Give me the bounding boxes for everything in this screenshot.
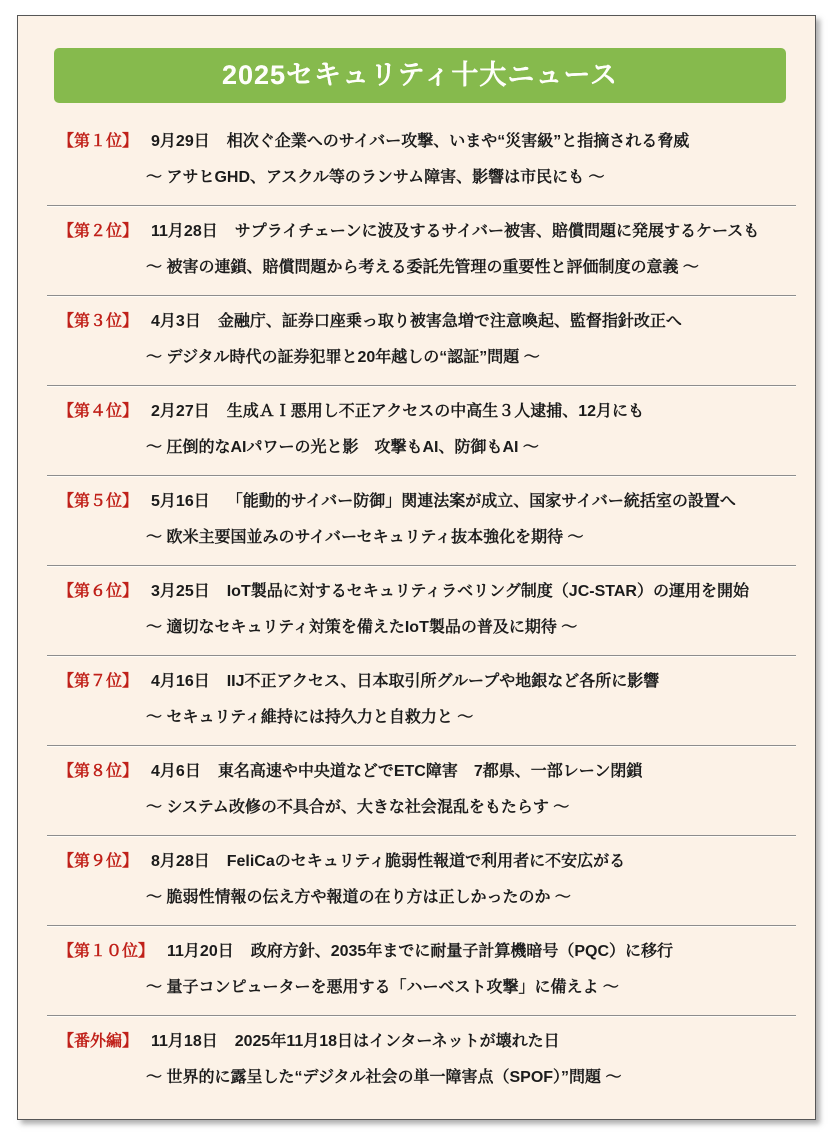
entry-date: 2月27日 <box>151 403 210 420</box>
entry-headline: 2025年11月18日はインターネットが壊れた日 <box>234 1033 560 1050</box>
entry-line1 <box>58 852 797 872</box>
entry-headline: 政府方針、2035年までに耐量子計算機暗号（PQC）に移行 <box>250 943 674 960</box>
entry-line1 <box>58 132 797 152</box>
rank-label: 【第１０位】 <box>58 943 155 960</box>
rank-label: 【第４位】 <box>58 403 139 420</box>
news-entry-3 <box>18 297 815 385</box>
rank-label: 【第２位】 <box>58 223 139 240</box>
entry-headline: 金融庁、証券口座乗っ取り被害急増で注意喚起、監督指針改正へ <box>217 313 682 330</box>
entry-date: 3月25日 <box>151 583 210 600</box>
entry-date: 4月3日 <box>151 313 201 330</box>
entry-subtitle: ～ 脆弱性情報の伝え方や報道の在り方は正しかったのか ～ <box>146 889 571 906</box>
entry-subtitle: ～ セキュリティ維持には持久力と自救力と ～ <box>146 709 474 726</box>
news-entry-1 <box>18 117 815 205</box>
entry-line1 <box>58 402 797 422</box>
news-entry-7 <box>18 657 815 745</box>
entry-subtitle: ～ システム改修の不具合が、大きな社会混乱をもたらす ～ <box>146 799 570 816</box>
rank-label: 【第７位】 <box>58 673 139 690</box>
entry-headline: IoT製品に対するセキュリティラベリング制度（JC-STAR）の運用を開始 <box>226 583 749 600</box>
news-entry-4 <box>18 387 815 475</box>
entry-subtitle: ～ デジタル時代の証券犯罪と20年越しの“認証”問題 ～ <box>146 349 540 366</box>
entry-date: 8月28日 <box>151 853 210 870</box>
entry-headline: 東名高速や中央道などでETC障害 7都県、一部レーン閉鎖 <box>217 763 643 780</box>
rank-label: 【第９位】 <box>58 853 139 870</box>
entry-subtitle: ～ 被害の連鎖、賠償問題から考える委託先管理の重要性と評価制度の意義 ～ <box>146 259 699 276</box>
rank-label: 【番外編】 <box>58 1033 139 1050</box>
news-entry-extra <box>18 1017 815 1105</box>
entry-subtitle: ～ 欧米主要国並みのサイバーセキュリティ抜本強化を期待 ～ <box>146 529 584 546</box>
entry-line1 <box>58 492 797 512</box>
entry-subtitle: ～ 圧倒的なAIパワーの光と影 攻撃もAI、防御もAI ～ <box>146 439 539 456</box>
entry-line1 <box>58 942 797 962</box>
entry-line1 <box>58 582 797 602</box>
page-title: 2025セキュリティ十大ニュース <box>221 60 618 90</box>
entry-headline: サプライチェーンに波及するサイバー被害、賠償問題に発展するケースも <box>234 223 760 240</box>
entry-headline: 生成ＡＩ悪用し不正アクセスの中高生３人逮捕、12月にも <box>226 403 645 420</box>
news-sheet <box>17 15 816 1120</box>
entry-line1 <box>58 762 797 782</box>
entry-subtitle: ～ 量子コンピューターを悪用する「ハーベスト攻撃」に備えよ ～ <box>146 979 619 996</box>
rank-label: 【第１位】 <box>58 133 139 150</box>
entry-line1 <box>58 672 797 692</box>
title-banner <box>54 48 786 103</box>
entry-subtitle: ～ アサヒGHD、アスクル等のランサム障害、影響は市民にも ～ <box>146 169 605 186</box>
entry-headline: IIJ不正アクセス、日本取引所グループや地銀など各所に影響 <box>226 673 660 690</box>
entry-date: 11月18日 <box>151 1033 218 1050</box>
entry-line1 <box>58 1032 797 1052</box>
entry-date: 4月6日 <box>151 763 201 780</box>
entry-date: 4月16日 <box>151 673 210 690</box>
entry-line1 <box>58 312 797 332</box>
rank-label: 【第５位】 <box>58 493 139 510</box>
news-entry-5 <box>18 477 815 565</box>
news-entry-10 <box>18 927 815 1015</box>
news-list <box>18 117 815 1105</box>
entry-line1 <box>58 222 797 242</box>
entry-date: 9月29日 <box>151 133 210 150</box>
entry-headline: 「能動的サイバー防御」関連法案が成立、国家サイバー統括室の設置へ <box>226 493 736 510</box>
entry-subtitle: ～ 適切なセキュリティ対策を備えたIoT製品の普及に期待 ～ <box>146 619 578 636</box>
rank-label: 【第６位】 <box>58 583 139 600</box>
news-entry-2 <box>18 207 815 295</box>
rank-label: 【第８位】 <box>58 763 139 780</box>
news-entry-6 <box>18 567 815 655</box>
entry-headline: FeliCaのセキュリティ脆弱性報道で利用者に不安広がる <box>226 853 626 870</box>
entry-date: 11月20日 <box>167 943 234 960</box>
entry-subtitle: ～ 世界的に露呈した“デジタル社会の単一障害点（SPOF）”問題 ～ <box>146 1069 622 1086</box>
news-entry-9 <box>18 837 815 925</box>
entry-date: 11月28日 <box>151 223 218 240</box>
rank-label: 【第３位】 <box>58 313 139 330</box>
news-entry-8 <box>18 747 815 835</box>
entry-headline: 相次ぐ企業へのサイバー攻撃、いまや“災害級”と指摘される脅威 <box>226 133 690 150</box>
entry-date: 5月16日 <box>151 493 210 510</box>
